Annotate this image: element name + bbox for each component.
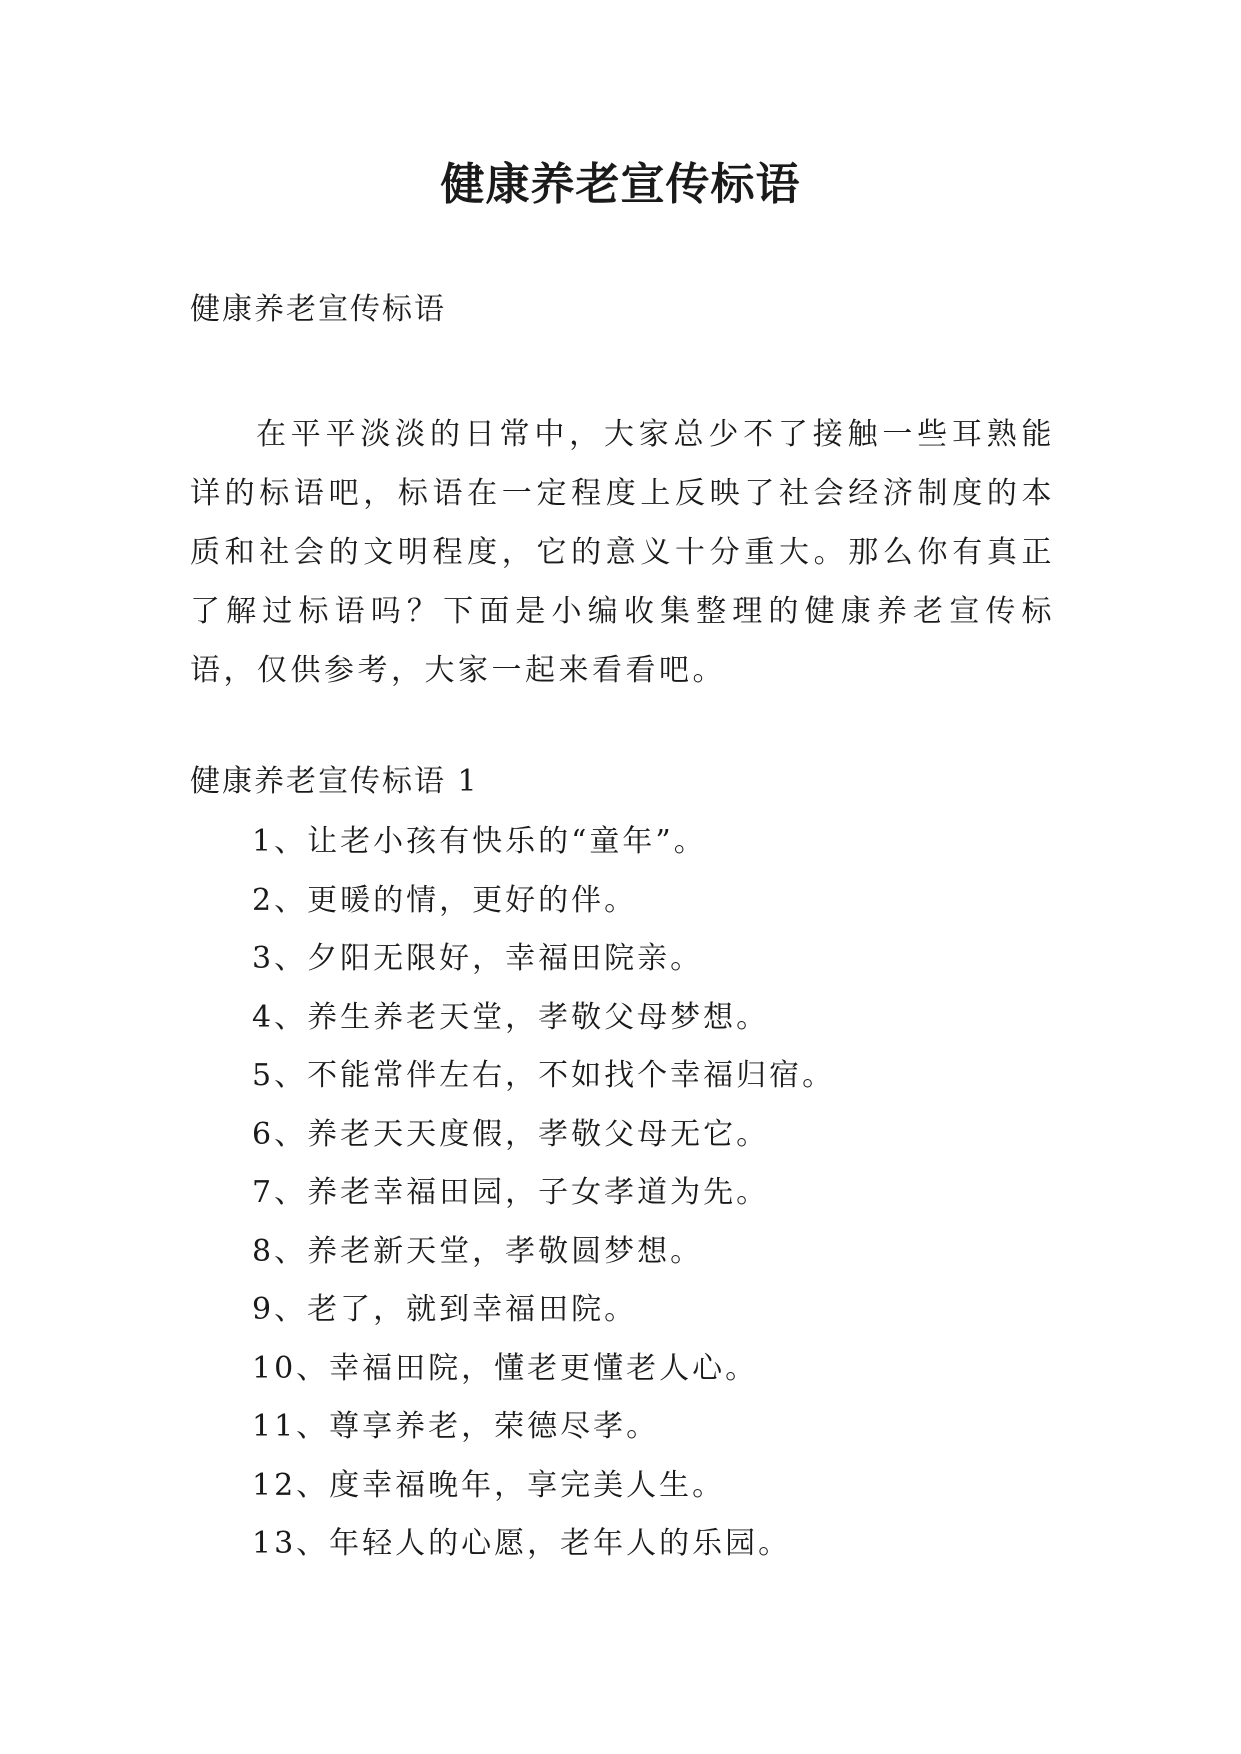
slogan-item: 7、养老幸福田园，子女孝道为先。: [252, 1175, 770, 1210]
slogan-item: 5、不能常伴左右，不如找个幸福归宿。: [252, 1058, 836, 1093]
slogan-list: [252, 813, 835, 1574]
slogan-item: 3、夕阳无限好，幸福田院亲。: [252, 941, 704, 976]
slogan-item: 10、幸福田院，懂老更懂老人心。: [252, 1350, 759, 1386]
slogan-item: 11、尊享养老，荣德尽孝。: [252, 1409, 660, 1444]
slogan-item: 4、养生养老天堂，孝敬父母梦想。: [252, 999, 770, 1035]
document-subtitle: 健康养老宣传标语: [190, 292, 446, 327]
slogan-item: 8、养老新天堂，孝敬圆梦想。: [252, 1233, 704, 1269]
slogan-item: 1、让老小孩有快乐的“童年”。: [252, 824, 707, 859]
section-heading: 健康养老宣传标语 1: [190, 764, 479, 799]
slogan-item: 12、度幸福晚年，享完美人生。: [252, 1467, 726, 1503]
slogan-item: 13、年轻人的心愿，老年人的乐园。: [252, 1526, 792, 1561]
slogan-item: 6、养老天天度假，孝敬父母无它。: [252, 1116, 770, 1152]
intro-paragraph: 在平平淡淡的日常中，大家总少不了接触一些耳熟能详的标语吧，标语在一定程度上反映了社会经济制度的本质和社会的文明程度，它的意义十分重大。那么你有真正了解过标语吗？下面是小编收集整理的健康养老宣传标语，仅供参考，大家一起来看看吧。: [190, 417, 1055, 688]
slogan-item: 9、老了，就到幸福田院。: [252, 1292, 638, 1327]
slogan-item: 2、更暖的情，更好的伴。: [252, 882, 638, 918]
document-title: 健康养老宣传标语: [440, 159, 801, 210]
